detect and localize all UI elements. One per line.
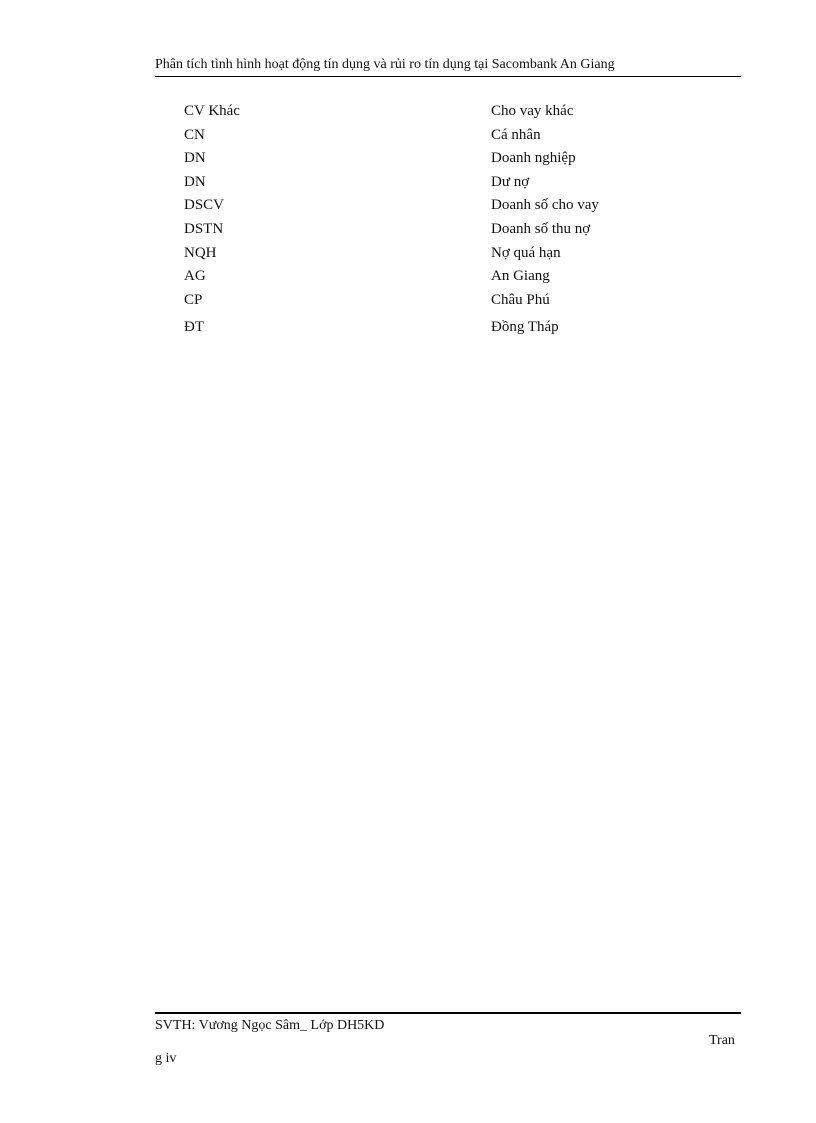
abbreviation-row (184, 290, 684, 314)
abbreviation-code: DN (184, 150, 206, 167)
abbreviation-meaning: Châu Phú (491, 291, 550, 308)
abbreviation-row (184, 266, 684, 290)
abbreviation-code: DSTN (184, 220, 224, 237)
footer-divider (155, 1012, 741, 1014)
abbreviation-code: AG (184, 268, 206, 285)
abbreviation-code: CN (184, 126, 205, 143)
footer-page-label: Tran (709, 1033, 735, 1048)
abbreviation-code: CV Khác (184, 103, 240, 119)
abbreviation-code: NQH (184, 244, 217, 261)
abbreviation-row (184, 101, 684, 125)
footer-page-number: g iv (155, 1051, 177, 1066)
abbreviation-list (184, 101, 684, 342)
abbreviation-meaning: An Giang (491, 268, 550, 285)
abbreviation-meaning: Đồng Tháp (491, 319, 559, 336)
abbreviation-code: ĐT (184, 319, 204, 336)
abbreviation-meaning: Doanh số cho vay (491, 197, 599, 214)
abbreviation-code: DN (184, 173, 206, 190)
abbreviation-row (184, 195, 684, 219)
abbreviation-row (184, 172, 684, 196)
abbreviation-meaning: Cá nhân (491, 126, 541, 143)
footer-author: SVTH: Vương Ngọc Sâm_ Lớp DH5KD (155, 1018, 385, 1033)
abbreviation-row (184, 125, 684, 149)
abbreviation-meaning: Doanh nghiệp (491, 150, 576, 167)
abbreviation-code: CP (184, 291, 203, 308)
abbreviation-row (184, 243, 684, 267)
abbreviation-row (184, 219, 684, 243)
abbreviation-meaning: Cho vay khác (491, 103, 574, 119)
abbreviation-meaning: Dư nợ (491, 173, 530, 190)
abbreviation-meaning: Nợ quá hạn (491, 244, 561, 261)
header-title: Phân tích tình hình hoạt động tín dụng và rủi ro tín dụng tại Sacombank An Giang (155, 57, 615, 72)
abbreviation-row (184, 148, 684, 172)
abbreviation-code: DSCV (184, 197, 225, 214)
page-header (155, 56, 741, 77)
abbreviation-row (184, 313, 684, 342)
abbreviation-meaning: Doanh số thu nợ (491, 220, 591, 237)
